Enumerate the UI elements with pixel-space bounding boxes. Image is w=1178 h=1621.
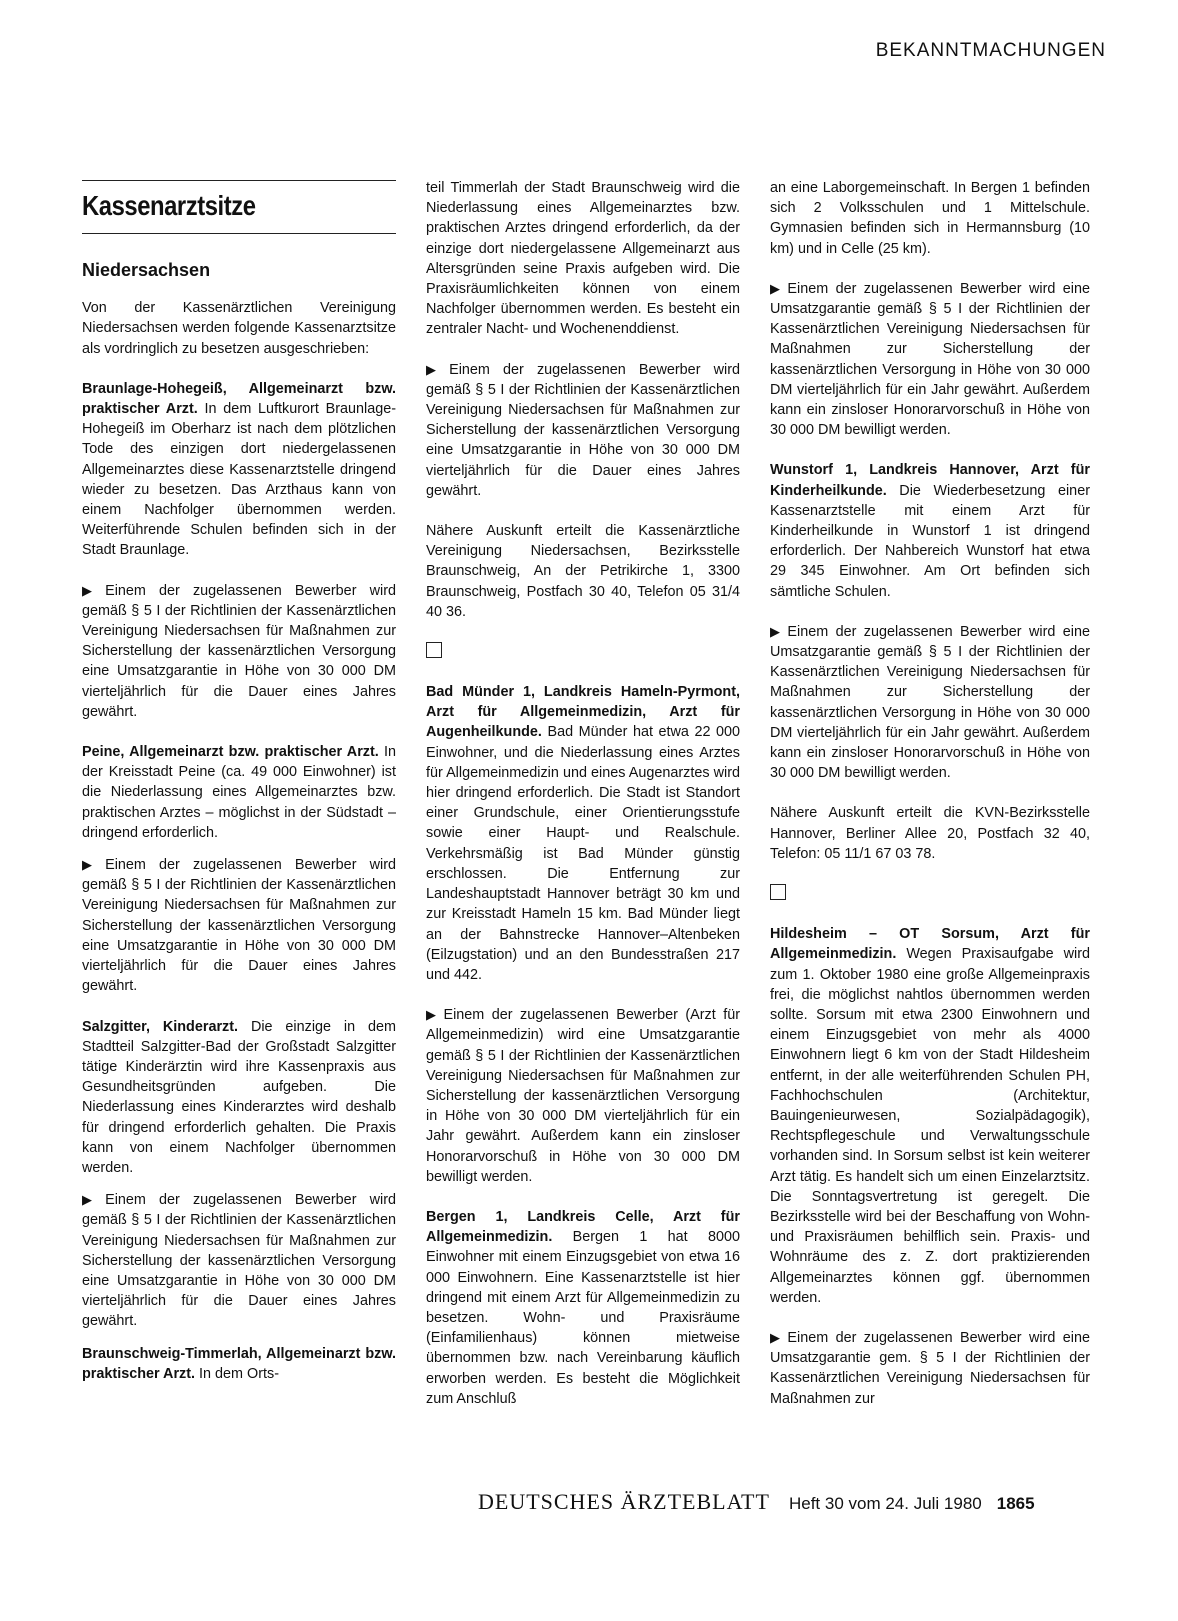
note-text: Einem der zugelassenen Bewerber wird eine Umsatzgarantie gemäß § 5 I der Richtlinien der Kassenärztlichen Vereinigung Niedersachsen für Maßnahmen zur Sicherstellung der kassenärztlichen Versorgung in Höhe von 30 000 DM vierteljährlich für ein Jahr gewährt. Außerdem kann ein zinsloser Honorarvorschuß in Höhe von 30 000 DM bewilligt werden. <box>770 623 1090 782</box>
triangle-right-icon: ▶ <box>82 857 102 873</box>
listing-braunlage <box>82 379 396 561</box>
listing-body: In der Kreisstadt Peine (ca. 49 000 Einwohner) ist die Niederlassung eines Allgemeinarztes bzw. praktischen Arztes – möglichst in der Südstadt – dringend erforderlich. <box>82 744 397 841</box>
triangle-right-icon: ▶ <box>82 582 102 598</box>
listing-title: Wunstorf 1, Landkreis Hannover, Arzt für Kinderheilkunde. <box>770 462 1090 499</box>
journal-name: DEUTSCHES ÄRZTEBLATT <box>478 1489 770 1514</box>
page-footer <box>478 1489 1035 1515</box>
listing-title: Braunschweig-Timmerlah, Allgemeinarzt bzw. praktischer Arzt. <box>82 1345 396 1382</box>
intro-paragraph: Von der Kassenärztlichen Vereinigung Niedersachsen werden folgende Kassenarztsitze als vordringlich zu besetzen ausgeschrieben: <box>82 300 396 357</box>
triangle-right-icon: ▶ <box>770 1329 784 1345</box>
region-heading: Niedersachsen <box>82 260 211 280</box>
contact-info: Nähere Auskunft erteilt die Kassenärztliche Vereinigung Niedersachsen, Bezirksstelle Braunschweig, An der Petrikirche 1, 3300 Braunschweig, Postfach 30 40, Telefon 05 31/4 40 36. <box>426 523 740 620</box>
contact-info: Nähere Auskunft erteilt die KVN-Bezirksstelle Hannover, Berliner Allee 20, Postfach 32 40, Telefon: 05 11/1 67 03 78. <box>770 805 1090 862</box>
guarantee-note <box>82 855 396 996</box>
triangle-right-icon: ▶ <box>426 361 446 377</box>
page-title: Kassenarztsitze <box>82 190 256 221</box>
note-text: Einem der zugelassenen Bewerber wird eine Umsatzgarantie gem. § 5 I der Richtlinien der Kassenärztlichen Vereinigung Niedersachsen für Maßnahmen zur <box>770 1329 1090 1407</box>
triangle-right-icon: ▶ <box>82 1192 102 1208</box>
triangle-right-icon: ▶ <box>426 1007 440 1023</box>
listing-body: Bergen 1 hat 8000 Einwohner mit einem Einzugsgebiet von etwa 16 000 Einwohnern. Eine Kassenarztstelle ist hier dringend mit einem Arzt für Allgemeinmedizin zu besetzen. Wohn- und Praxisräume (Einfamilienhaus) können mietweise übernommen bzw. nach Vereinbarung käuflich erworben werden. Es besteht die Möglichkeit zum Anschluß <box>426 1229 740 1407</box>
guarantee-note <box>770 1328 1090 1409</box>
listing-wunstorf <box>770 460 1090 601</box>
listing-salzgitter <box>82 1017 396 1179</box>
listing-body: In dem Orts- <box>195 1365 279 1382</box>
note-text: Einem der zugelassenen Bewerber wird gemäß § 5 I der Richtlinien der Kassenärztlichen Vereinigung Niedersachsen für Maßnahmen zur Sicherstellung der kassenärztlichen Versorgung eine Umsatzgarantie in Höhe von 30 000 DM vierteljährlich für die Dauer eines Jahres gewährt. <box>426 361 740 499</box>
listing-braunschweig <box>82 1344 396 1384</box>
guarantee-note <box>82 581 396 722</box>
listing-body: Bad Münder hat etwa 22 000 Einwohner, und die Niederlassung eines Arztes für Allgemeinmedizin und eines Augenarztes wird hier dringend erforderlich. Die Stadt ist Standort einer Grundschule, einer Orientierungsstufe sowie einer Haupt- und Realschule. Verkehrsmäßig ist Bad Münder günstig erschlossen. Die Entfernung zur Landeshauptstadt Hannover beträgt 30 km und zur Kreisstadt Hameln 15 km. Bad Münder liegt an der Bahnstrecke Hannover–Altenbeken (Eilzugstation) und an den Bundesstraßen 217 und 442. <box>426 724 740 983</box>
note-text: Einem der zugelassenen Bewerber (Arzt für Allgemeinmedizin) wird eine Umsatzgarantie gemäß § 5 I der Richtlinien der Kassenärztlichen Vereinigung Niedersachsen für Maßnahmen zur Sicherstellung der kassenärztlichen Versorgung in Höhe von 30 000 DM vierteljährlich für ein Jahr gewährt. Außerdem kann ein zinsloser Honorarvorschuß in Höhe von 30 000 DM bewilligt werden. <box>426 1007 741 1185</box>
listing-hildesheim <box>770 924 1090 1308</box>
section-label: BEKANNTMACHUNGEN <box>875 40 1106 61</box>
guarantee-note <box>426 1005 740 1187</box>
listing-title: Salzgitter, Kinderarzt. <box>82 1018 239 1035</box>
listing-title: Bergen 1, Landkreis Celle, Arzt für Allgemeinmedizin. <box>426 1208 740 1246</box>
title-rule-top <box>82 180 396 181</box>
listing-title: Peine, Allgemeinarzt bzw. praktischer Arzt. <box>82 744 379 761</box>
listing-body: Die einzige in dem Stadtteil Salzgitter-Bad der Großstadt Salzgitter tätige Kinderärztin wird ihre Kassenpraxis aus Gesundheitsgründen aufgeben. Die Niederlassung eines Kinderarztes wird deshalb für dringend erforderlich gehalten. Die Praxis kann von einem Nachfolger übernommen werden. <box>82 1018 397 1176</box>
square-outline-icon <box>770 884 786 900</box>
page-number: 1865 <box>996 1494 1035 1513</box>
guarantee-note <box>82 1190 396 1331</box>
note-text: Einem der zugelassenen Bewerber wird gemäß § 5 I der Richtlinien der Kassenärztlichen Vereinigung Niedersachsen für Maßnahmen zur Sicherstellung der kassenärztlichen Versorgung eine Umsatzgarantie in Höhe von 30 000 DM vierteljährlich für die Dauer eines Jahres gewährt. <box>82 582 396 720</box>
listing-title: Hildesheim – OT Sorsum, Arzt für Allgemeinmedizin. <box>770 926 1090 963</box>
guarantee-note <box>770 279 1090 441</box>
column-1 <box>82 180 396 1404</box>
note-text: Einem der zugelassenen Bewerber wird gemäß § 5 I der Richtlinien der Kassenärztlichen Vereinigung Niedersachsen für Maßnahmen zur Sicherstellung der kassenärztlichen Versorgung eine Umsatzgarantie in Höhe von 30 000 DM vierteljährlich für die Dauer eines Jahres gewährt. <box>82 1192 396 1330</box>
listing-body: Die Wiederbesetzung einer Kassenarztstelle mit einem Arzt für Kinderheilkunde in Wunstorf 1 ist dringend erforderlich. Der Nahbereich Wunstorf hat etwa 29 345 Einwohner. Am Ort befinden sich sämtliche Schulen. <box>770 482 1090 600</box>
listing-continuation: teil Timmerlah der Stadt Braunschweig wird die Niederlassung eines Allgemeinarztes bzw. praktischen Arztes dringend erforderlich, da der einzige dort niedergelassene Allgemeinarzt aus Altersgründen seine Praxis aufgeben wird. Die Praxisräumlichkeiten können von einem Nachfolger übernommen werden. Es besteht ein zentraler Nacht- und Wochenenddienst. <box>426 180 740 338</box>
issue-info: Heft 30 vom 24. Juli 1980 <box>788 1494 982 1513</box>
listing-continuation: an eine Laborgemeinschaft. In Bergen 1 befinden sich 2 Volksschulen und 1 Mittelschule. Gymnasien befinden sich in Hermannsburg (10 km) und in Celle (25 km). <box>770 180 1090 257</box>
square-outline-icon <box>426 642 442 658</box>
column-3 <box>770 178 1090 1429</box>
listing-bad-muender <box>426 682 740 985</box>
note-text: Einem der zugelassenen Bewerber wird eine Umsatzgarantie gemäß § 5 I der Richtlinien der Kassenärztlichen Vereinigung Niedersachsen für Maßnahmen zur Sicherstellung der kassenärztlichen Versorgung in Höhe von 30 000 DM vierteljährlich für ein Jahr gewährt. Außerdem kann ein zinsloser Honorarvorschuß in Höhe von 30 000 DM bewilligt werden. <box>770 280 1090 439</box>
listing-title: Bad Münder 1, Landkreis Hameln-Pyrmont, Arzt für Allgemeinmedizin, Arzt für Augenheilkunde. <box>426 684 740 741</box>
guarantee-note <box>426 360 740 501</box>
note-text: Einem der zugelassenen Bewerber wird gemäß § 5 I der Richtlinien der Kassenärztlichen Vereinigung Niedersachsen für Maßnahmen zur Sicherstellung der kassenärztlichen Versorgung eine Umsatzgarantie in Höhe von 30 000 DM vierteljährlich für die Dauer eines Jahres gewährt. <box>82 857 396 995</box>
guarantee-note <box>770 622 1090 784</box>
column-2 <box>426 178 740 1429</box>
triangle-right-icon: ▶ <box>770 280 784 296</box>
title-rule-bottom <box>82 233 396 234</box>
listing-title: Braunlage-Hohegeiß, Allgemeinarzt bzw. praktischer Arzt. <box>82 380 396 418</box>
listing-body: In dem Luftkurort Braunlage-Hohegeiß im Oberharz ist nach dem plötzlichen Tode des einzigen dort niedergelassenen Allgemeinarztes diese Kassenarztstelle dringend wieder zu besetzen. Das Arzthaus kann von einem Nachfolger übernommen werden. Weiterführende Schulen befinden sich in der Stadt Braunlage. <box>82 401 396 559</box>
triangle-right-icon: ▶ <box>770 623 784 639</box>
listing-body: Wegen Praxisaufgabe wird zum 1. Oktober 1980 eine große Allgemeinpraxis frei, die möglichst nahtlos übernommen werden sollte. Sorsum mit etwa 2300 Einwohnern und einem Einzugsgebiet von mehr als 4000 Einwohnern liegt 6 km von der Stadt Hildesheim entfernt, in der alle weiterführenden Schulen PH, Fachhochschulen (Architektur, Bauingenieurwesen, Sozialpädagogik), Rechtspflegeschule und Verwaltungsschule vorhanden sind. In Sorsum selbst ist kein weiterer Arzt tätig. Es handelt sich um einen Einzelarztsitz. Die Sonntagsvertretung ist geregelt. Die Bezirksstelle wird bei der Beschaffung von Wohn- und Praxisräumen behilflich sein. Praxis- und Wohnräume des z. Z. dort praktizierenden Allgemeinarztes können ggf. übernommen werden. <box>770 946 1090 1306</box>
listing-bergen <box>426 1207 740 1409</box>
listing-peine <box>82 742 396 843</box>
